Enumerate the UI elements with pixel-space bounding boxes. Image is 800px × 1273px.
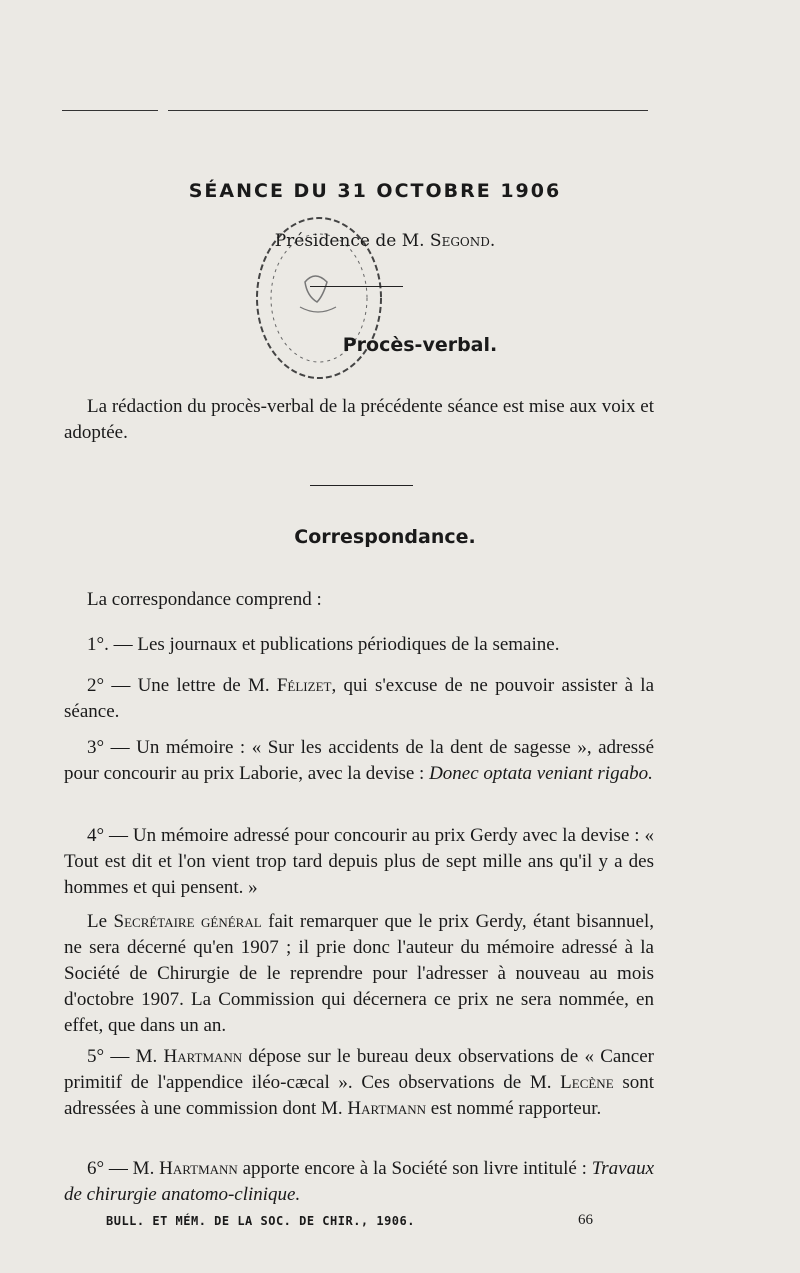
item-5-text-d: est nommé rapporteur.	[430, 1098, 602, 1119]
separator-short	[310, 286, 403, 287]
proces-verbal-heading: Procès-verbal.	[342, 334, 498, 356]
correspondance-intro	[64, 587, 654, 613]
journal-footer: BULL. ET MÉM. DE LA SOC. DE CHIR., 1906.	[106, 1214, 415, 1228]
intro-text: La correspondance comprend :	[87, 589, 322, 610]
correspondance-item-4	[64, 823, 654, 901]
correspondance-item-5	[64, 1044, 654, 1122]
item-5-text-b: dépose sur le bureau deux observations de « Cancer primitif de l'appendice iléo-cæcal ». Ces observations de M.	[64, 1046, 655, 1093]
item-4-text: 4° — Un mémoire adressé pour concourir au prix Gerdy avec la devise : « Tout est dit et l'on vient trop tard depuis plus de sept mille ans qu'il y a des hommes et qui pensent. »	[64, 825, 654, 898]
correspondance-item-3	[64, 735, 654, 787]
item-3-text: 3° — Un mémoire : « Sur les accidents de la dent de sagesse », adressé pour concourir au prix Laborie, avec la devise :	[64, 737, 654, 784]
secretaire-text-a: Le	[87, 911, 108, 932]
section-divider	[310, 485, 413, 486]
proces-verbal-body: La rédaction du procès-verbal de la précédente séance est mise aux voix et adoptée.	[64, 396, 654, 443]
item-5-name-3: Hartmann	[347, 1098, 427, 1119]
correspondance-heading: Correspondance.	[294, 526, 476, 548]
item-2-text-b: , qui s'excuse de ne pouvoir assister à la séance.	[64, 675, 655, 722]
proces-verbal-text	[64, 394, 654, 446]
presidence-prefix: Présidence de	[274, 231, 397, 251]
correspondance-item-1	[64, 632, 654, 658]
item-5-text-a: 5° — M.	[87, 1046, 158, 1067]
item-5-name-2: Lecène	[560, 1072, 614, 1093]
top-rule-right	[168, 110, 648, 111]
correspondance-item-2	[64, 673, 654, 725]
item-6-text-b: apporte encore à la Société son livre intitulé :	[242, 1158, 587, 1179]
top-rule-left	[62, 110, 158, 111]
secretaire-text-b: fait remarquer que le prix Gerdy, étant bisannuel, ne sera décerné qu'en 1907 ; il prie donc l'auteur du mémoire adressé à la Société de Chirurgie de le reprendre pour l'adresser à nouveau au mois d'octobre 1907. La Commission qui décernera ce prix ne sera nommée, en effet, que dans un an.	[64, 911, 655, 1036]
item-6-book-title: Travaux de chirurgie anatomo-clinique.	[64, 1158, 654, 1205]
item-2-name: Félizet	[276, 675, 332, 696]
item-2-text-a: 2° — Une lettre de M.	[87, 675, 270, 696]
item-5-name-1: Hartmann	[163, 1046, 243, 1067]
secretaire-title: Secrétaire général	[113, 911, 262, 932]
president-name: M. Segond.	[401, 231, 496, 251]
item-5-text-c: sont adressées à une commission dont M.	[64, 1072, 654, 1119]
session-title: SÉANCE DU 31 OCTOBRE 1906	[188, 180, 562, 202]
item-6-text-a: 6° — M.	[87, 1158, 155, 1179]
secretaire-note	[64, 909, 654, 1039]
correspondance-item-6	[64, 1156, 654, 1208]
item-6-name: Hartmann	[159, 1158, 238, 1179]
item-3-devise: Donec optata veniant rigabo.	[429, 763, 653, 784]
presidence-line	[0, 231, 785, 251]
page-number: 66	[578, 1212, 593, 1228]
item-1-text: 1°. — Les journaux et publications périodiques de la semaine.	[87, 634, 560, 655]
